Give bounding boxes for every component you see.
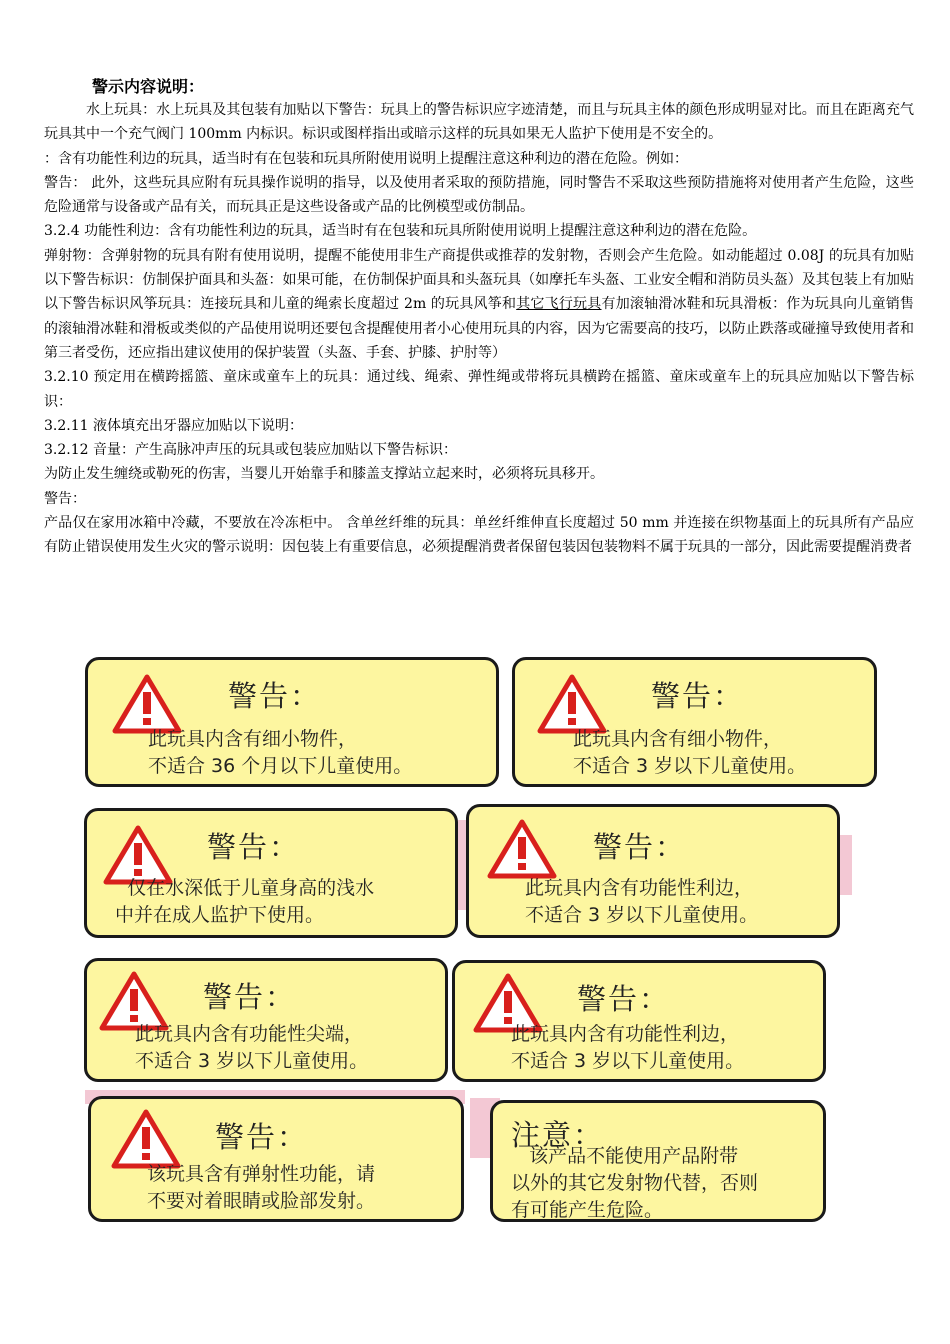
warning-sign [85,657,499,787]
sign-title: 警告： [593,830,687,864]
paragraph-part: 有加滚轴滑冰鞋和玩具滑板：作为玩具向儿童销售的滚轴滑冰鞋和滑板或类似的产品使用说明还要包含提醒使用者小心使用玩具的内容，因为它需要高的技巧，以防止跌落或碰撞导致使用者和第三者受伤，还应指出建议使用的保护装置（头盔、手套、护膝、护肘等） [44,296,915,361]
paragraph: 产品仅在家用冰箱中冷藏，不要放在冷冻柜中。 含单丝纤维的玩具：单丝纤维伸直长度超过 50 mm 并连接在织物基面上的玩具所有产品应有防止错误使用发生火灾的警示说明：因包装上有重要信息，必须提醒消费者保留包装因包装物料不属于玩具的一部分，因此需要提醒消费者 [44,515,914,556]
sign-title: 警告： [215,1120,309,1154]
paragraph: 警告： 此外，这些玩具应附有玩具操作说明的指导，以及使用者采取的预防措施，同时警告不采取这些预防措施将对使用者产生危险，这些危险通常与设备或产品有关，而玩具正是这些设备或产品的比例模型或仿制品。 [44,174,914,216]
paragraph: 3.2.4 功能性利边：含有功能性利边的玩具，适当时有在包装和玩具所附使用说明上提醒注意这种利边的潜在危险。 [44,223,757,240]
sign-message: 此玩具内含有细小物件， 不适合 3 岁以下儿童使用。 [573,728,807,777]
paragraph: 警告： [44,490,86,507]
warning-triangle-icon [111,1109,181,1169]
section-heading: 警示内容说明： [92,77,205,96]
sign-message: 此玩具内含有功能性利边， 不适合 3 岁以下儿童使用。 [511,1023,745,1072]
sign-message: 该产品不能使用产品附带 以外的其它发射物代替，否则 有可能产生危险。 [511,1145,759,1221]
sign-message: 此玩具内含有功能性利边， 不适合 3 岁以下儿童使用。 [525,877,759,926]
sign-title: 警告： [228,679,322,713]
paragraph: 3.2.12 音量：产生高脉冲声压的玩具或包装应加贴以下警告标识： [44,442,457,459]
warning-sign [452,960,826,1082]
sign-title: 警告： [207,830,301,864]
paragraph: 水上玩具：水上玩具及其包装有加贴以下警告：玩具上的警告标识应字迹清楚，而且与玩具主体的颜色形成明显对比。而且在距离充气玩具其中一个充气阀门 100mm 内标识。标识或图样指出或暗示这样的玩具如果无人监护下使用是不安全的。 [44,102,914,143]
sign-message: 此玩具内含有功能性尖端， 不适合 3 岁以下儿童使用。 [135,1023,369,1072]
warning-sign [512,657,877,787]
caution-sign [490,1100,826,1222]
sign-title: 警告： [577,982,671,1016]
paragraph: 为防止发生缠绕或勒死的伤害，当婴儿开始靠手和膝盖支撑站立起来时，必须将玩具移开。 [44,466,604,483]
paragraph: 3.2.10 预定用在横跨摇篮、童床或童车上的玩具：通过线、绳索、弹性绳或带将玩具横跨在摇篮、童床或童车上的玩具应加贴以下警告标识： [44,369,914,410]
underlined-phrase: 其它飞行玩具 [516,296,602,313]
paragraph: 3.2.11 液体填充出牙器应加贴以下说明： [44,417,303,434]
sign-title: 注意： [511,1118,605,1152]
sign-message: 此玩具内含有细小物件， 不适合 36 个月以下儿童使用。 [148,728,413,777]
warning-sign [84,808,458,938]
sign-title: 警告： [651,679,745,713]
warning-sign [88,1096,464,1222]
sign-message: 该玩具含有弹射性功能，请 不要对着眼睛或脸部发射。 [147,1163,376,1212]
background-fragment [838,835,852,895]
warning-sign [84,958,448,1082]
warning-triangle-icon [537,674,607,734]
body-text [44,98,914,560]
warning-triangle-icon [487,819,557,879]
paragraph [44,244,914,365]
warning-sign [466,804,840,938]
sign-message: 仅在水深低于儿童身高的浅水 中并在成人监护下使用。 [115,877,375,926]
sign-title: 警告： [203,980,297,1014]
warning-triangle-icon [112,674,182,734]
paragraph: ：含有功能性利边的玩具，适当时有在包装和玩具所附使用说明上提醒注意这种利边的潜在危险。例如： [44,150,688,167]
paragraph-part: 弹射物：含弹射物的玩具有附有使用说明，提醒不能使用非生产商提供或推荐的发射物，否则会产生危险。如动能超过 0.08J 的玩具有加贴以下警告标识：仿制保护面具和头盔：如果可能，在仿制保护面具和头盔玩具（如摩托车头盔、工业安全帽和消防员头盔）及其包装上有加贴以下警告标识风筝玩具：连接玩具和儿童的绳索长度超过 2m 的玩具风筝和 [44,247,914,313]
